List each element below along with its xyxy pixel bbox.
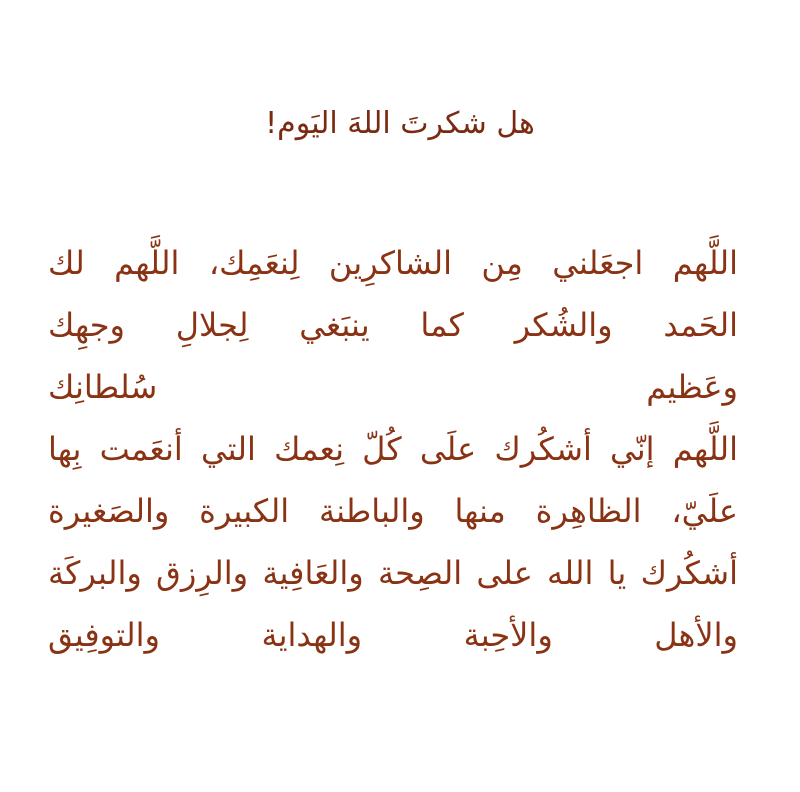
prayer-line-4: اللَّهم إنّي أشكُرك علَى كُلّ نِعمك التي أنعَمت بِها: [48, 430, 738, 468]
prayer-line-7: والأهل والأحِبة والهداية والتوفِيق: [48, 616, 738, 654]
prayer-line-6: أشكُرك يا الله على الصِحة والعَافِية والرِزق والبركَة: [48, 554, 738, 592]
prayer-line-1: اللَّهم اجعَلني مِن الشاكرِين لِنعَمِك، اللَّهم لك: [48, 244, 738, 282]
prayer-text: [48, 232, 738, 666]
prayer-line-3: وعَظيم سُلطانِك: [48, 368, 738, 406]
prayer-line-2: الحَمد والشُكر كما ينبَغي لِجلالِ وجهِك: [48, 306, 738, 344]
prayer-line-5: علَيّ، الظاهِرة منها والباطنة الكبيرة والصَغيرة: [48, 492, 738, 530]
page-title: هل شكرتَ اللهَ اليَوم!: [265, 106, 535, 141]
